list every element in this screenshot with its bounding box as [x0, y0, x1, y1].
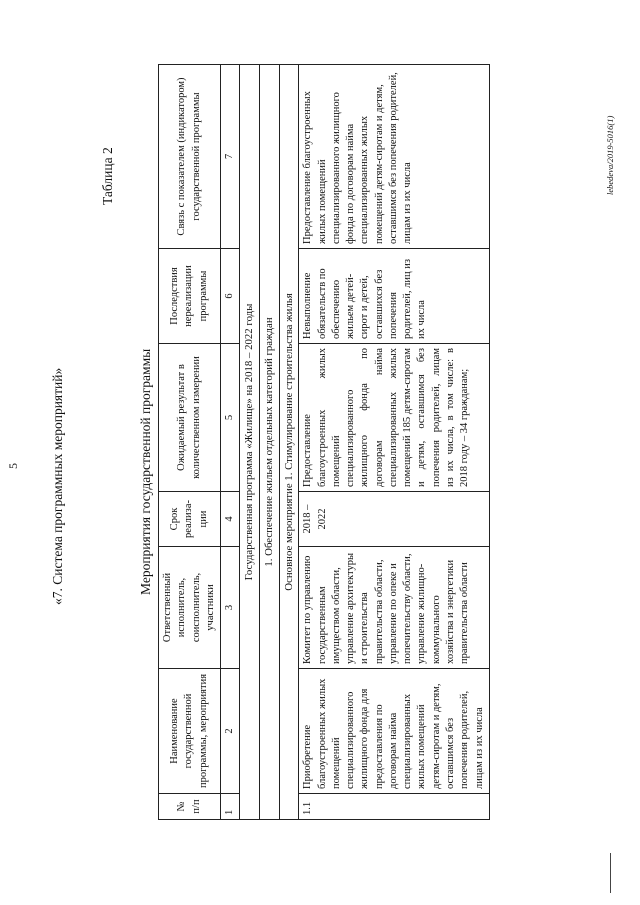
row-name: Приобретение благоустроенных жилых помещений специализированного жилищного фонда для предоставления по договорам найма специализированных жилых помещений детям-сиротам и детям, оставшимся без попечения родителей, лицам из их числа [299, 669, 489, 794]
column-number: 2 [221, 669, 240, 794]
header-executor: Ответственный исполнитель, соисполнитель, участники [159, 547, 221, 669]
header-num: № п/п [159, 794, 221, 820]
row-executor: Комитет по управлению государственным имуществом области, управление архитектуры и строительства правительства области, управление по опеке и попечительству области, управление жилищно-коммунального хозяйства и энергетики правительства области [299, 547, 489, 669]
column-number: 1 [221, 794, 240, 820]
header-name: Наименование государственной программы, мероприятия [159, 669, 221, 794]
events-table [158, 64, 490, 820]
main-event-title: Основное мероприятие 1. Стимулирование строительства жилья [279, 65, 299, 820]
table-caption: Мероприятия государственной программы [138, 348, 153, 595]
row-result: Предоставление благоустроенных жилых помещений специализированного жилищного фонда по договорам найма специализированных жилых помещений 185 детям-сиротам и детям, оставшимся без попечения родителей, лицам из их числа, в том числе: в 2018 году – 34 гражданам; [299, 344, 489, 492]
row-num: 1.1 [299, 794, 489, 820]
row-period: 2018 – 2022 [299, 492, 489, 547]
header-period: Срок реализа-ции [159, 492, 221, 547]
column-number: 7 [221, 65, 240, 249]
table-label: Таблица 2 [100, 147, 115, 205]
main-event-row [279, 65, 299, 820]
program-title: Государственная программа «Жилище» на 2018 – 2022 годы [240, 65, 260, 820]
footer-code: lebedeva/2019-5016(1) [605, 115, 615, 195]
section-title: «7. Система программных мероприятий» [50, 367, 65, 605]
page-number: 5 [6, 463, 20, 469]
column-number: 5 [221, 344, 240, 492]
row-indicator: Предоставление благоустроенных жилых помещений специализированного жилищного фонда по договорам найма специализированных жилых помещений детям-сиротам и детям, оставшимся без попечения родителей, лицам из их числа [299, 65, 489, 249]
program-row [240, 65, 260, 820]
table-row [299, 65, 489, 820]
column-number: 3 [221, 547, 240, 669]
corner-line [610, 853, 611, 893]
row-consequences: Невыполнение обязательств по обеспечению жильем детей-сирот и детей, оставшихся без попечения родителей, лиц из их числа [299, 249, 489, 344]
subprogram-row [260, 65, 280, 820]
table-header-row [159, 65, 221, 820]
column-number: 6 [221, 249, 240, 344]
subprogram-title: 1. Обеспечение жильем отдельных категорий граждан [260, 65, 280, 820]
header-indicator: Связь с показателем (индикатором) государственной программы [159, 65, 221, 249]
header-consequences: Последствия нереализации программы [159, 249, 221, 344]
header-result: Ожидаемый результат в количественном измерении [159, 344, 221, 492]
column-numbers-row [221, 65, 240, 820]
column-number: 4 [221, 492, 240, 547]
